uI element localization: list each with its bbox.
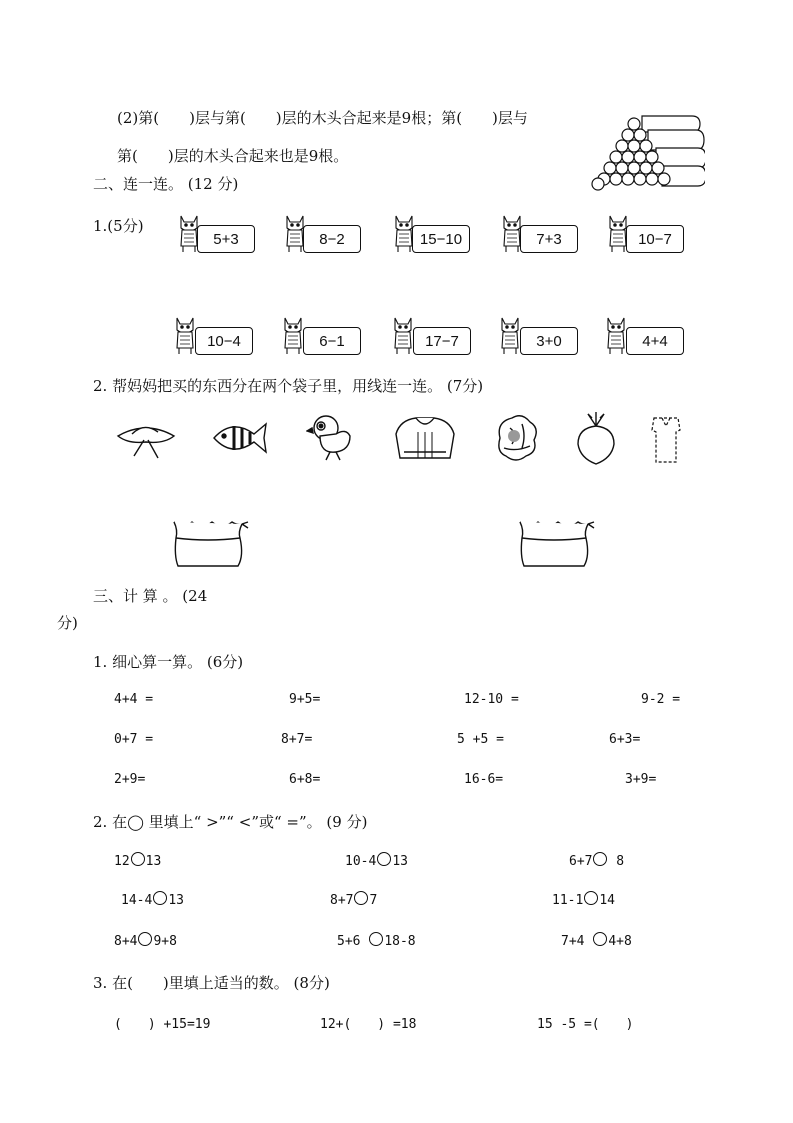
shopping-bag-right-icon[interactable] [514, 516, 596, 570]
compare-left: 11-1 [552, 893, 584, 908]
compare-left: 5+6 [337, 934, 369, 949]
compare-left: 8+4 [114, 934, 138, 949]
hat-icon[interactable] [114, 416, 178, 462]
calc-item: 12-10 = [464, 692, 519, 707]
expression-card: 6−1 [303, 327, 361, 355]
compare-left: 6+7 [569, 854, 593, 869]
calc-q3-label: 3. 在( )里填上适当的数。 (8分) [93, 974, 330, 992]
compare-circle[interactable] [369, 932, 383, 946]
calc-item: 8+7= [281, 732, 313, 747]
expression-card: 10−7 [626, 225, 684, 253]
calc-item: 9-2 = [641, 692, 681, 707]
fill-blank-item[interactable]: 15 -5 =( ) [537, 1017, 634, 1032]
compare-circle[interactable] [593, 852, 607, 866]
compare-left: 10-4 [345, 854, 377, 869]
compare-item[interactable] [337, 932, 416, 949]
expression-card: 4+4 [626, 327, 684, 355]
compare-item[interactable] [552, 891, 615, 908]
radish-icon[interactable] [574, 410, 618, 466]
compare-left: 14-4 [121, 893, 153, 908]
compare-left: 8+7 [330, 893, 354, 908]
compare-circle[interactable] [131, 852, 145, 866]
compare-right: 7 [369, 893, 378, 908]
compare-right: 13 [145, 854, 162, 869]
compare-right: 18-8 [384, 934, 416, 949]
calc-q1-label: 1. 细心算一算。 (6分) [93, 653, 244, 671]
compare-item[interactable] [569, 852, 624, 869]
shopping-bag-left-icon[interactable] [168, 516, 250, 570]
question-2-label: 2. 帮妈妈把买的东西分在两个袋子里，用线连一连。 (7分) [93, 377, 484, 395]
compare-item[interactable] [114, 932, 177, 949]
expression-card: 17−7 [413, 327, 471, 355]
calc-item: 16-6= [464, 772, 504, 787]
section-title-connect: 二、连一连。 (12 分) [93, 175, 239, 193]
fill-blank-item[interactable]: ( ) +15=19 [114, 1017, 211, 1032]
calc-item: 9+5= [289, 692, 321, 707]
section-title-calc: 三、计 算 。 (24 [93, 587, 208, 605]
compare-circle[interactable] [354, 891, 368, 905]
calc-q2-label: 2. 在◯ 里填上“ >”“ <”或“ =”。 (9 分) [93, 813, 368, 831]
expression-card: 10−4 [195, 327, 253, 355]
expression-card: 8−2 [303, 225, 361, 253]
compare-circle[interactable] [138, 932, 152, 946]
compare-circle[interactable] [584, 891, 598, 905]
compare-item[interactable] [345, 852, 408, 869]
section-title-calc-cont: 分) [57, 614, 78, 632]
shirt-icon[interactable] [648, 414, 684, 466]
compare-right: 14 [599, 893, 615, 908]
compare-right: 13 [392, 854, 408, 869]
compare-item[interactable] [561, 932, 632, 949]
compare-right: 4+8 [608, 934, 632, 949]
compare-right: 8 [608, 854, 625, 869]
compare-item[interactable] [114, 852, 161, 869]
compare-item[interactable] [121, 891, 184, 908]
compare-right: 9+8 [153, 934, 177, 949]
compare-circle[interactable] [153, 891, 167, 905]
calc-item: 5 +5 = [457, 732, 504, 747]
cabbage-icon[interactable] [492, 412, 542, 466]
question-text-line-1: (2)第( )层与第( )层的木头合起来是9根；第( )层与 [117, 109, 528, 127]
calc-item: 6+8= [289, 772, 321, 787]
expression-card: 3+0 [520, 327, 578, 355]
compare-circle[interactable] [593, 932, 607, 946]
log-pile-icon [580, 108, 705, 193]
chick-icon[interactable] [306, 410, 354, 462]
calc-item: 0+7 = [114, 732, 154, 747]
question-1-label: 1.(5分) [93, 217, 144, 235]
calc-item: 6+3= [609, 732, 641, 747]
question-text-line-2: 第( )层的木头合起来也是9根。 [117, 147, 349, 165]
compare-left: 12 [114, 854, 130, 869]
fish-icon[interactable] [210, 416, 270, 460]
sweater-icon[interactable] [390, 412, 460, 464]
compare-right: 13 [168, 893, 184, 908]
calc-item: 4+4 = [114, 692, 154, 707]
compare-item[interactable] [330, 891, 377, 908]
expression-card: 5+3 [197, 225, 255, 253]
compare-left: 7+4 [561, 934, 593, 949]
expression-card: 15−10 [412, 225, 470, 253]
compare-circle[interactable] [377, 852, 391, 866]
fill-blank-item[interactable]: 12+( ) =18 [320, 1017, 417, 1032]
calc-item: 2+9= [114, 772, 146, 787]
expression-card: 7+3 [520, 225, 578, 253]
calc-item: 3+9= [625, 772, 657, 787]
